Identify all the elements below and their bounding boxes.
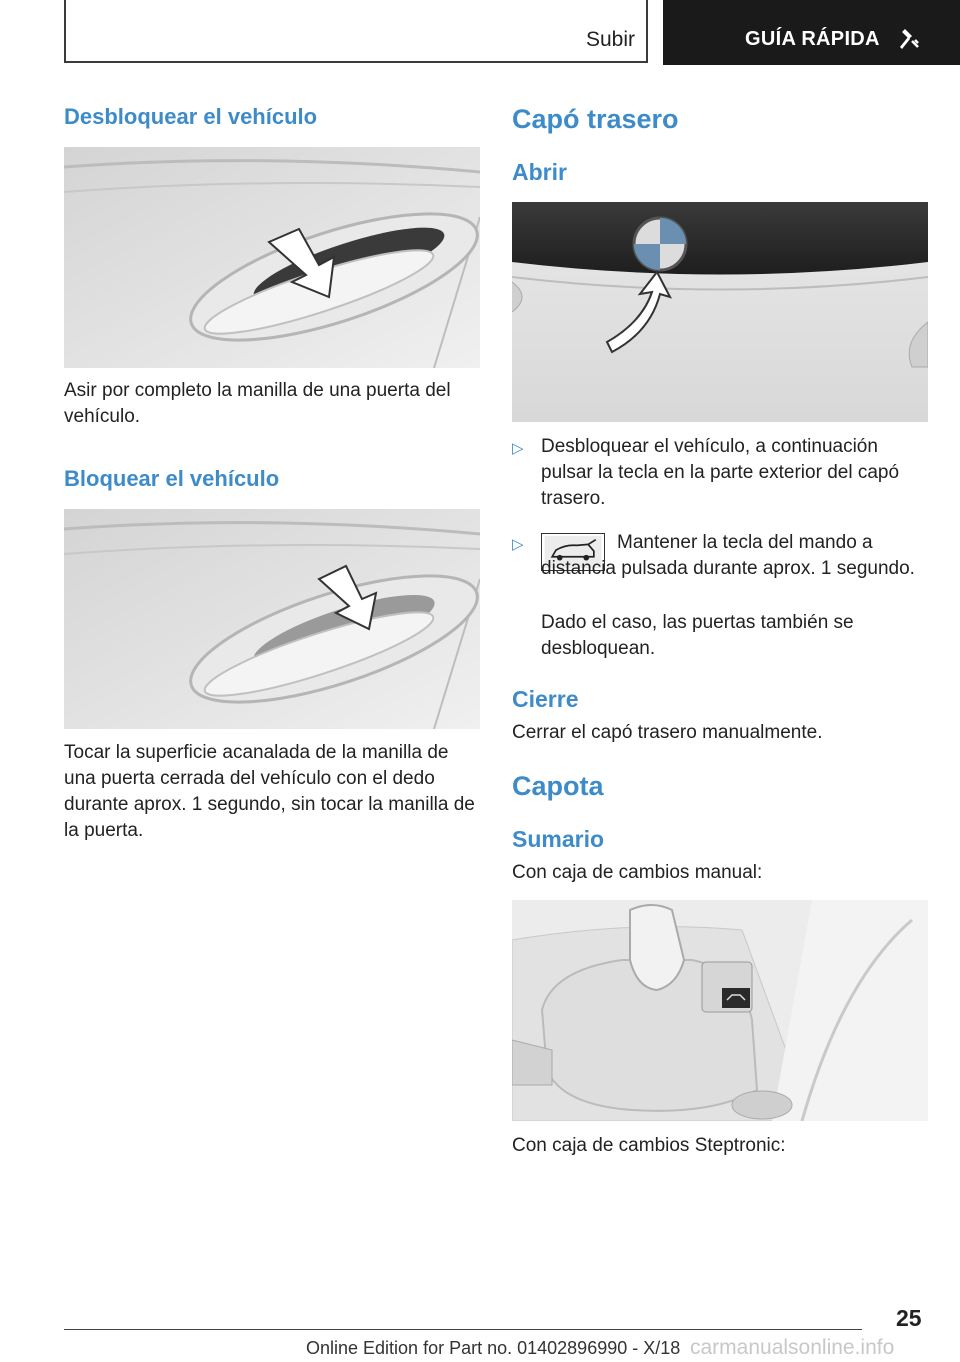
lock-heading: Bloquear el vehículo (64, 466, 280, 491)
edition-text: Online Edition for Part no. 01402896990 - X/18 (306, 1338, 681, 1358)
bullet2-text: Mantener la tecla del mando a distancia pulsada durante aprox. 1 segundo. (541, 532, 915, 579)
summary-heading: Sumario (512, 826, 605, 852)
bullet-marker-1: ▷ (512, 440, 524, 457)
bullet2-note: Dado el caso, las puertas también se desbloquean. (541, 612, 854, 659)
gear-console-image (512, 900, 928, 1121)
quick-guide-label: GUÍA RÁPIDA (745, 28, 880, 50)
watermark: carmanualsonline.info (690, 1336, 895, 1359)
lock-text: Tocar la superficie acanalada de la manilla de una puerta cerrada del vehículo con el dedo durante aprox. 1 segundo, sin tocar la manilla de la puerta. (64, 742, 475, 841)
manual-text: Con caja de cambios manual: (512, 862, 763, 883)
door-handle-unlock-image (64, 147, 480, 368)
trunk-heading: Capó trasero (512, 104, 679, 134)
footer-divider (64, 1329, 862, 1330)
open-heading: Abrir (512, 159, 567, 185)
close-heading: Cierre (512, 686, 579, 712)
quick-guide-hammer-icon (895, 26, 921, 52)
trunk-button-image (512, 202, 928, 422)
quick-guide-button[interactable] (663, 0, 960, 65)
unlock-heading: Desbloquear el vehículo (64, 104, 318, 129)
header-frame (64, 0, 648, 63)
close-text: Cerrar el capó trasero manualmente. (512, 722, 823, 743)
steptronic-text: Con caja de cambios Steptronic: (512, 1135, 786, 1156)
subir-button[interactable]: Subir (586, 28, 636, 51)
page-number: 25 (896, 1305, 922, 1331)
unlock-text: Asir por completo la manilla de una puerta del vehículo. (64, 380, 451, 427)
bullet-marker-2: ▷ (512, 536, 524, 553)
bullet1-text: Desbloquear el vehículo, a continuación pulsar la tecla en la parte exterior del capó trasero. (541, 436, 900, 509)
door-handle-lock-image (64, 509, 480, 729)
soft-top-heading: Capota (512, 771, 604, 801)
